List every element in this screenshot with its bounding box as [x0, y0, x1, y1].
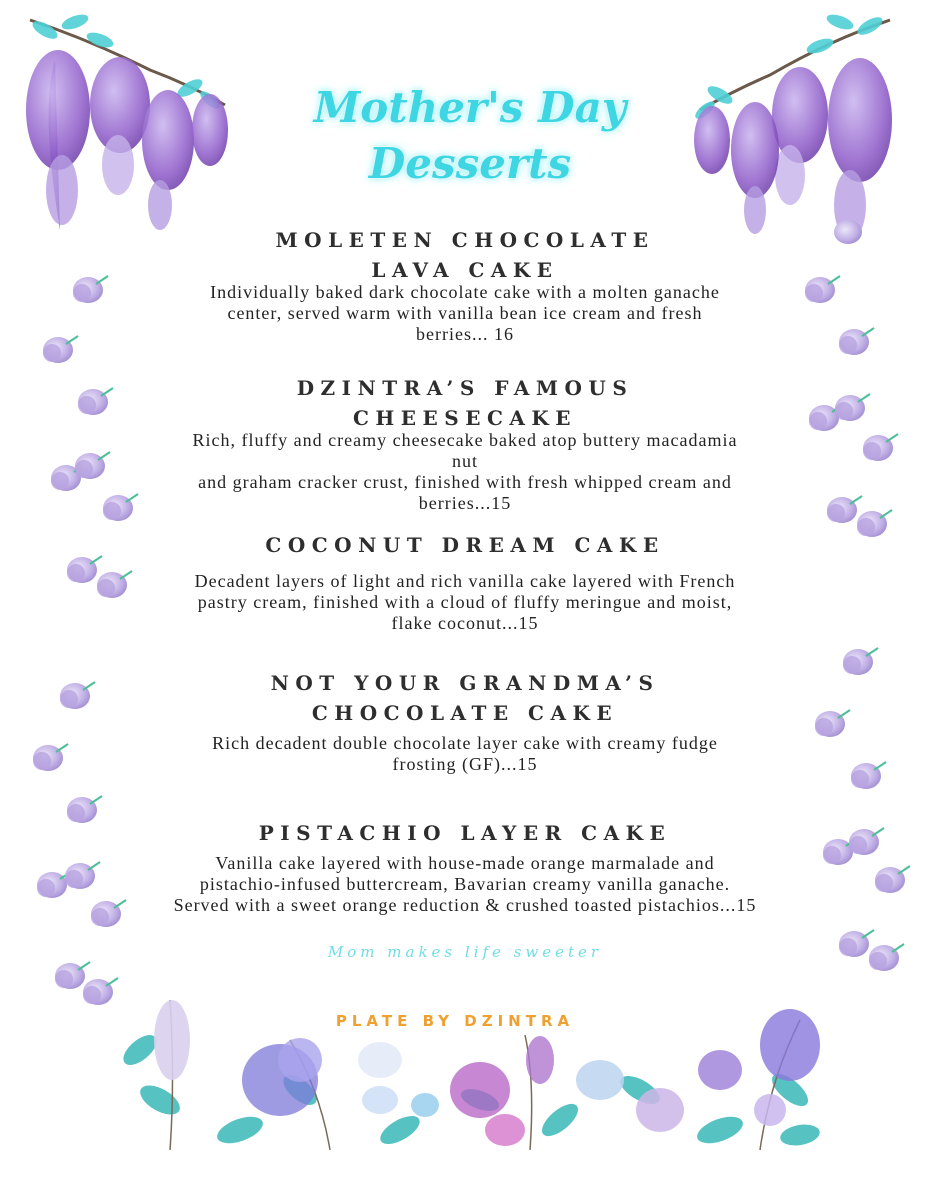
description-line: nut: [451, 451, 478, 471]
description-line: and graham cracker crust, finished with fresh whipped cream and: [198, 472, 732, 492]
menu-item-name: DZINTRA’S FAMOUS: [296, 376, 634, 400]
menu-item-description: [120, 430, 810, 514]
menu-item-name: CHOCOLATE CAKE: [311, 701, 619, 725]
description-line: pistachio-infused buttercream, Bavarian creamy vanilla ganache.: [199, 874, 731, 894]
description-line: Served with a sweet orange reduction & crushed toasted pistachios...15: [173, 895, 757, 915]
brand-signature: PLATE BY DZINTRA: [335, 1012, 575, 1030]
menu-item-description: [140, 733, 790, 775]
description-line: berries...15: [418, 493, 512, 513]
page-title: [300, 80, 640, 192]
description-line: flake coconut...15: [391, 613, 539, 633]
menu-item-name: LAVA CAKE: [371, 258, 559, 282]
wisteria-cluster-icon: [26, 12, 228, 230]
description-line: Decadent layers of light and rich vanilla cake layered with French: [194, 571, 736, 591]
tagline: Mom makes life sweeter: [327, 943, 603, 961]
menu-item-name: CHEESECAKE: [352, 406, 578, 430]
menu-item-description: [130, 282, 800, 345]
description-line: pastry cream, finished with a cloud of fluffy meringue and moist,: [197, 592, 733, 612]
description-line: center, served warm with vanilla bean ice cream and fresh: [227, 303, 703, 323]
description-line: Rich, fluffy and creamy cheesecake baked atop buttery macadamia: [192, 430, 738, 450]
menu-item-name: PISTACHIO LAYER CAKE: [258, 821, 672, 845]
description-line: berries... 16: [416, 324, 514, 344]
description-line: Vanilla cake layered with house-made orange marmalade and: [215, 853, 715, 873]
menu-item-description: [100, 853, 830, 916]
menu-item-name: MOLETEN CHOCOLATE: [275, 228, 655, 252]
title-line-1: Mother's Day: [313, 83, 627, 132]
description-line: Individually baked dark chocolate cake with a molten ganache: [210, 282, 720, 302]
menu-item-name: COCONUT DREAM CAKE: [265, 533, 665, 557]
menu-item-description: [120, 571, 810, 634]
title-line-2: Desserts: [368, 139, 572, 188]
menu-item-name: NOT YOUR GRANDMA’S: [270, 671, 660, 695]
description-line: frosting (GF)...15: [392, 754, 538, 774]
wisteria-cluster-icon: [693, 12, 892, 244]
description-line: Rich decadent double chocolate layer cake with creamy fudge: [212, 733, 718, 753]
